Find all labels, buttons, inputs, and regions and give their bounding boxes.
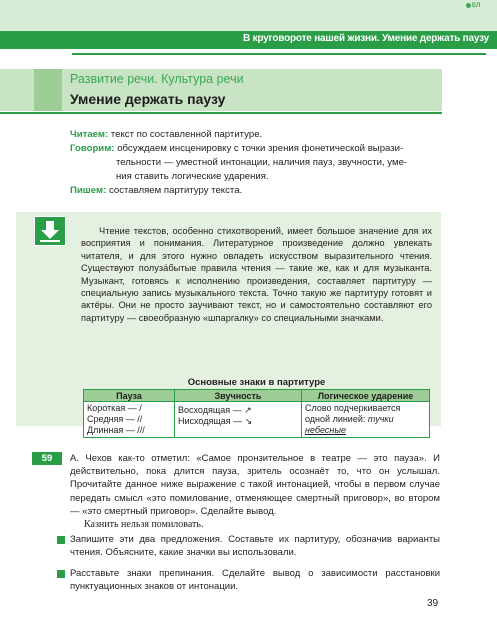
- signs-table-caption: Основные знаки в партитуре: [187, 377, 326, 388]
- task-keyword: Читаем:: [70, 129, 109, 140]
- bullet-square-icon: [57, 570, 65, 578]
- pause-cell: [84, 402, 175, 438]
- col-header-loudness: Звучность: [175, 390, 302, 402]
- section-subtitle: Развитие речи. Культура речи: [70, 72, 244, 86]
- task-list: [70, 128, 440, 198]
- task-write: [70, 184, 440, 197]
- task-speak-cont: тельности — уместной интонации, наличия пауз, звучности, уме-: [116, 157, 408, 168]
- section-title: Умение держать паузу: [70, 91, 226, 107]
- publisher-logo: ЕЛ: [466, 3, 480, 9]
- col-header-stress: Логическое ударение: [302, 390, 430, 402]
- info-paragraph: [81, 225, 432, 324]
- stress-example-1: тучки: [367, 414, 394, 424]
- task-speak: [70, 142, 440, 155]
- download-icon: [34, 216, 66, 246]
- task-text: текст по составленной партитуре.: [110, 129, 263, 140]
- top-strip: [0, 0, 497, 31]
- loudness-rising-label: Восходящая —: [178, 405, 242, 415]
- task-text: составляем партитуру текста.: [108, 185, 243, 196]
- header-rule: [72, 53, 486, 55]
- loudness-cell: [175, 402, 302, 438]
- task-read: [70, 128, 440, 141]
- arrow-up-right-icon: ↗: [244, 405, 252, 415]
- task-keyword: Говорим:: [70, 143, 115, 154]
- exercise-text: А. Чехов как-то отметил: «Самое пронзительное в театре — это пауза». И действительно, пока длится пауза, зритель осознаёт то, что он услышал. Прочитайте данное ниже выражение с такой интонацией, чтобы в первом случае передать смысл «это помилование, отменяющее смертный приговор», во втором — «это смертный приговор». Сделайте вывод.: [70, 453, 440, 517]
- task-text: обсуждаем инсценировку с точки зрения фонетической вырази-: [117, 143, 404, 154]
- exercise-quote: Казнить нельзя помиловать.: [84, 519, 204, 530]
- pause-short: Короткая — /: [87, 403, 142, 413]
- arrow-down-right-icon: ↘: [244, 416, 253, 426]
- bullet-square-icon: [57, 536, 65, 544]
- loudness-falling-label: Нисходящая —: [178, 416, 243, 426]
- title-underline: [0, 112, 442, 114]
- bullet-text: Запишите эти два предложения. Составьте их партитуру, обозначив варианты чтения. Объясните, какие значки вы использовали.: [70, 534, 440, 559]
- exercise-bullet-1: [70, 533, 440, 559]
- task-speak-cont: ния ставить логические ударения.: [116, 171, 269, 182]
- running-title: В круговороте нашей жизни. Умение держать паузу: [243, 33, 489, 44]
- col-header-pause: Пауза: [84, 390, 175, 402]
- task-keyword: Пишем:: [70, 185, 107, 196]
- pause-long: Длинная — ///: [87, 425, 145, 435]
- stress-example-2: небесные: [305, 425, 347, 435]
- page-number: 39: [427, 598, 439, 609]
- pause-medium: Средняя — //: [87, 414, 143, 424]
- bullet-text: Расставьте знаки препинания. Сделайте вывод о зависимости расстановки пунктуационных знаков от интонации.: [70, 568, 440, 593]
- stress-description: Слово подчеркивается одной линией:: [305, 403, 401, 424]
- loudness-rising: [178, 405, 298, 416]
- section-marker: [34, 69, 62, 111]
- exercise-bullet-2: [70, 567, 440, 593]
- loudness-falling: [178, 416, 298, 427]
- info-text: Чтение текстов, особенно стихотворений, имеет большое значение для их восприятия и понимания. Литературное произведение должно увлекать читателя, и для этого нужно овладеть искусством выразительного чтения. Существуют полуза́бытые правила чтения — такие же, как и для музыканта. Музыкант, готовясь к исполнению произведения, составляет партитуру — специальную запись музыкального текста. Точно такую же партитуру готовят и актёры. Они не просто заучивают текст, но и самостоятельно составляют его партитуру — своеобразную «шпаргалку» со специальными значками.: [81, 226, 432, 323]
- exercise-number: 59: [32, 452, 62, 465]
- stress-cell: [302, 402, 430, 438]
- signs-table: [83, 389, 430, 438]
